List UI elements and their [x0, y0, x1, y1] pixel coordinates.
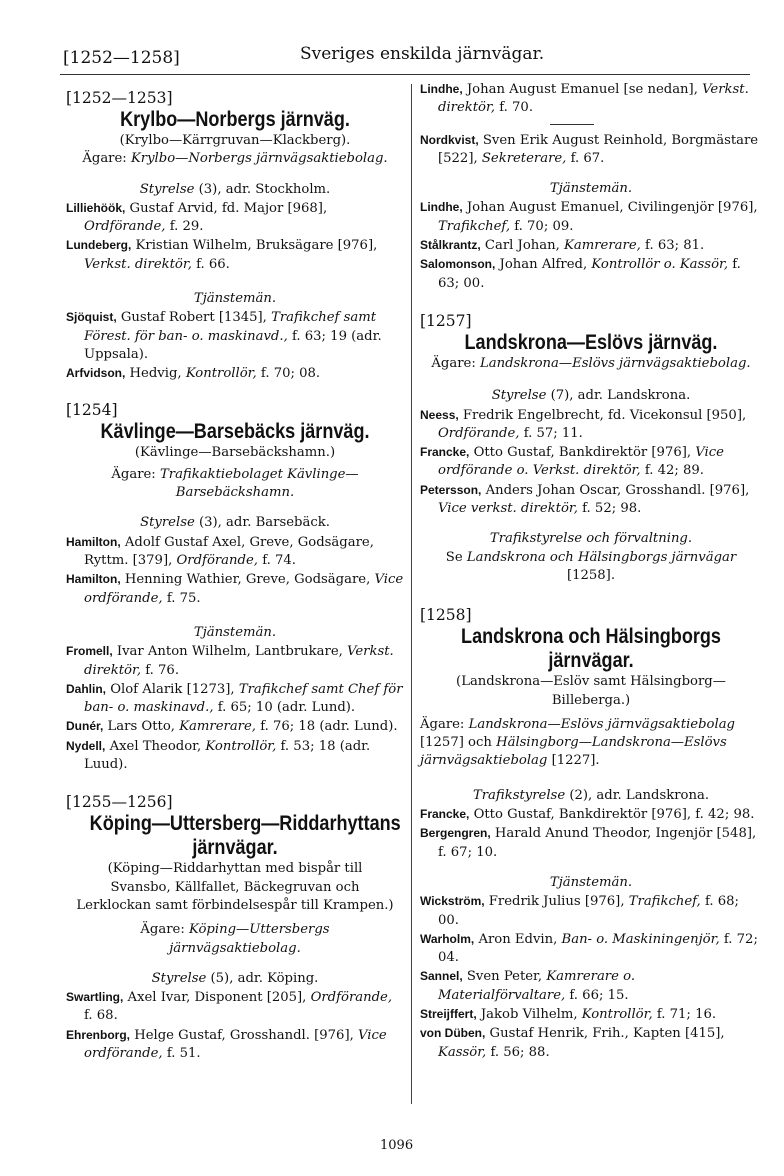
- person-entry: Nordkvist, Sven Erik August Reinhold, Borgmästare [522], Sekreterare, f. 67.: [420, 132, 759, 166]
- section-title: Krylbo—Norbergs järnväg.: [120, 108, 350, 131]
- section-title-cont: järnvägar.: [192, 836, 278, 860]
- section-1255: [66, 792, 404, 1063]
- person-entry: Lindhe, Johan August Emanuel [se nedan], Verkst. direktör, f. 70.: [420, 82, 749, 116]
- divider: [550, 124, 594, 125]
- board-heading: Styrelse (7), adr. Landskrona.: [491, 388, 691, 404]
- board-heading: Styrelse (5), adr. Köping.: [151, 970, 319, 986]
- section-title: Landskrona och Hälsingborgs: [461, 625, 721, 649]
- person-entry: von Düben, Gustaf Henrik, Frih., Kapten [415], Kassör, f. 56; 88.: [420, 1026, 725, 1060]
- person-entry: Fromell, Ivar Anton Wilhelm, Lantbrukare, Verkst. direktör, f. 76.: [66, 644, 394, 678]
- section-number: [1258]: [420, 606, 472, 625]
- person-entry: Lilliehöök, Gustaf Arvid, fd. Major [968], Ordförande, f. 29.: [66, 200, 328, 235]
- section-number: [1257]: [420, 311, 472, 330]
- section-1257: [420, 311, 762, 585]
- board-heading: Styrelse (3), adr. Barsebäck.: [140, 515, 330, 531]
- traffic-heading: Trafikstyrelse och förvaltning.: [489, 531, 693, 547]
- person-entry: Francke, Otto Gustaf, Bankdirektör [976], Vice ordförande o. Verkst. direktör, f. 42; 89.: [420, 445, 724, 479]
- person-entry: Sjöquist, Gustaf Robert [1345], Trafikchef samt Förest. för ban- o. maskinavd., f. 63; 19 (adr. Uppsala).: [66, 310, 382, 362]
- section-number: [1255—1256]: [66, 793, 173, 812]
- section-title: Landskrona—Eslövs järnväg.: [464, 330, 718, 354]
- right-column: [420, 80, 762, 1062]
- person-entry: Warholm, Aron Edvin, Ban- o. Maskiningenjör, f. 72; 04.: [420, 931, 758, 966]
- person-entry: Stålkrantz, Carl Johan, Kamrerare, f. 63; 81.: [420, 238, 705, 254]
- person-entry: Lundeberg, Kristian Wilhelm, Bruksägare [976], Verkst. direktör, f. 66.: [66, 238, 378, 272]
- person-entry: Sannel, Sven Peter, Kamrerare o. Materialförvaltare, f. 66; 15.: [420, 969, 636, 1003]
- person-entry: Streijffert, Jakob Vilhelm, Kontrollör, f. 71; 16.: [420, 1006, 717, 1022]
- person-entry: Neess, Fredrik Engelbrecht, fd. Vicekonsul [950], Ordförande, f. 57; 11.: [420, 407, 747, 441]
- header-rule: [60, 74, 750, 75]
- person-entry: Bergengren, Harald Anund Theodor, Ingenjör [548], f. 67; 10.: [420, 826, 757, 860]
- person-entry: Lindhe, Johan August Emanuel, Civilingenjör [976], Trafikchef, f. 70; 09.: [420, 200, 758, 234]
- owner-line: Ägare: Trafikaktiebolaget Kävlinge— Barsebäckshamn.: [111, 466, 359, 501]
- owner-line: Ägare: Köping—Uttersbergs järnvägsaktiebolag.: [140, 922, 330, 956]
- person-entry: Swartling, Axel Ivar, Disponent [205], Ordförande, f. 68.: [66, 990, 393, 1024]
- person-entry: Petersson, Anders Johan Oscar, Grosshandl. [976], Vice verkst. direktör, f. 52; 98.: [420, 482, 750, 517]
- page-range: [1252—1258]: [63, 48, 180, 68]
- section-title: Kävlinge—Barsebäcks järnväg.: [100, 419, 370, 443]
- board-heading: Styrelse (3), adr. Stockholm.: [139, 181, 331, 197]
- owner-line: Ägare: Landskrona—Eslövs järnvägsaktiebolag.: [431, 355, 751, 371]
- person-entry: Arfvidson, Hedvig, Kontrollör, f. 70; 08.: [66, 366, 321, 382]
- section-number: [1252—1253]: [66, 89, 173, 107]
- section-1252: [66, 88, 404, 384]
- person-entry: Wickström, Fredrik Julius [976], Trafikchef, f. 68; 00.: [420, 894, 739, 928]
- staff-heading: Tjänstemän.: [193, 624, 277, 640]
- person-entry: Hamilton, Adolf Gustaf Axel, Greve, Godsägare, Ryttm. [379], Ordförande, f. 74.: [66, 534, 374, 569]
- left-column: [66, 80, 404, 1063]
- section-title: Köping—Uttersberg—Riddarhyttans: [89, 812, 401, 836]
- traffic-board-heading: Trafikstyrelse (2), adr. Landskrona.: [472, 787, 710, 803]
- route-description: (Köping—Riddarhyttan med bispår till Svansbo, Källfallet, Bäckegruvan och Lerklockan samt förbindelsespår till Krampen.): [76, 861, 394, 913]
- section-number: [1254]: [66, 400, 118, 419]
- owner-line: Ägare: Krylbo—Norbergs järnvägsaktiebolag.: [82, 151, 388, 167]
- person-entry: Ehrenborg, Helge Gustaf, Grosshandl. [976], Vice ordförande, f. 51.: [66, 1027, 387, 1061]
- person-entry: Dunér, Lars Otto, Kamrerare, f. 76; 18 (adr. Lund).: [66, 719, 398, 735]
- route-description: (Landskrona—Eslöv samt Hälsingborg—Billeberga.): [456, 674, 726, 708]
- person-entry: Francke, Otto Gustaf, Bankdirektör [976], f. 42; 98.: [420, 807, 755, 823]
- owner-line: Ägare: Landskrona—Eslövs järnvägsaktiebolag [1257] och Hälsingborg—Landskrona—Eslövs järnvägsaktiebolag [1227].: [420, 716, 736, 769]
- staff-heading: Tjänstemän.: [549, 181, 633, 197]
- person-entry: Dahlin, Olof Alarik [1273], Trafikchef samt Chef för ban- o. maskinavd., f. 65; 10 (adr. Lund).: [66, 681, 403, 716]
- person-entry: Salomonson, Johan Alfred, Kontrollör o. Kassör, f. 63; 00.: [420, 257, 741, 291]
- section-1254: [66, 400, 404, 775]
- staff-heading: Tjänstemän.: [549, 874, 633, 890]
- cross-reference: Se Landskrona och Hälsingborgs järnvägar [1258].: [445, 549, 737, 583]
- staff-heading: Tjänstemän.: [193, 291, 277, 307]
- page-number: 1096: [380, 1138, 414, 1153]
- running-title: Sveriges enskilda järnvägar.: [300, 44, 545, 64]
- person-entry: Hamilton, Henning Wathier, Greve, Godsägare, Vice ordförande, f. 75.: [66, 572, 404, 606]
- route-description: (Krylbo—Kärrgruvan—Klackberg).: [119, 133, 351, 148]
- column-separator: [411, 84, 412, 1104]
- section-1258: [420, 605, 762, 1062]
- section-title-cont: järnvägar.: [548, 649, 634, 673]
- person-entry: Nydell, Axel Theodor, Kontrollör, f. 53; 18 (adr. Luud).: [66, 738, 371, 773]
- route-description: (Kävlinge—Barsebäckshamn.): [134, 444, 336, 460]
- section-1255-cont: [420, 80, 762, 293]
